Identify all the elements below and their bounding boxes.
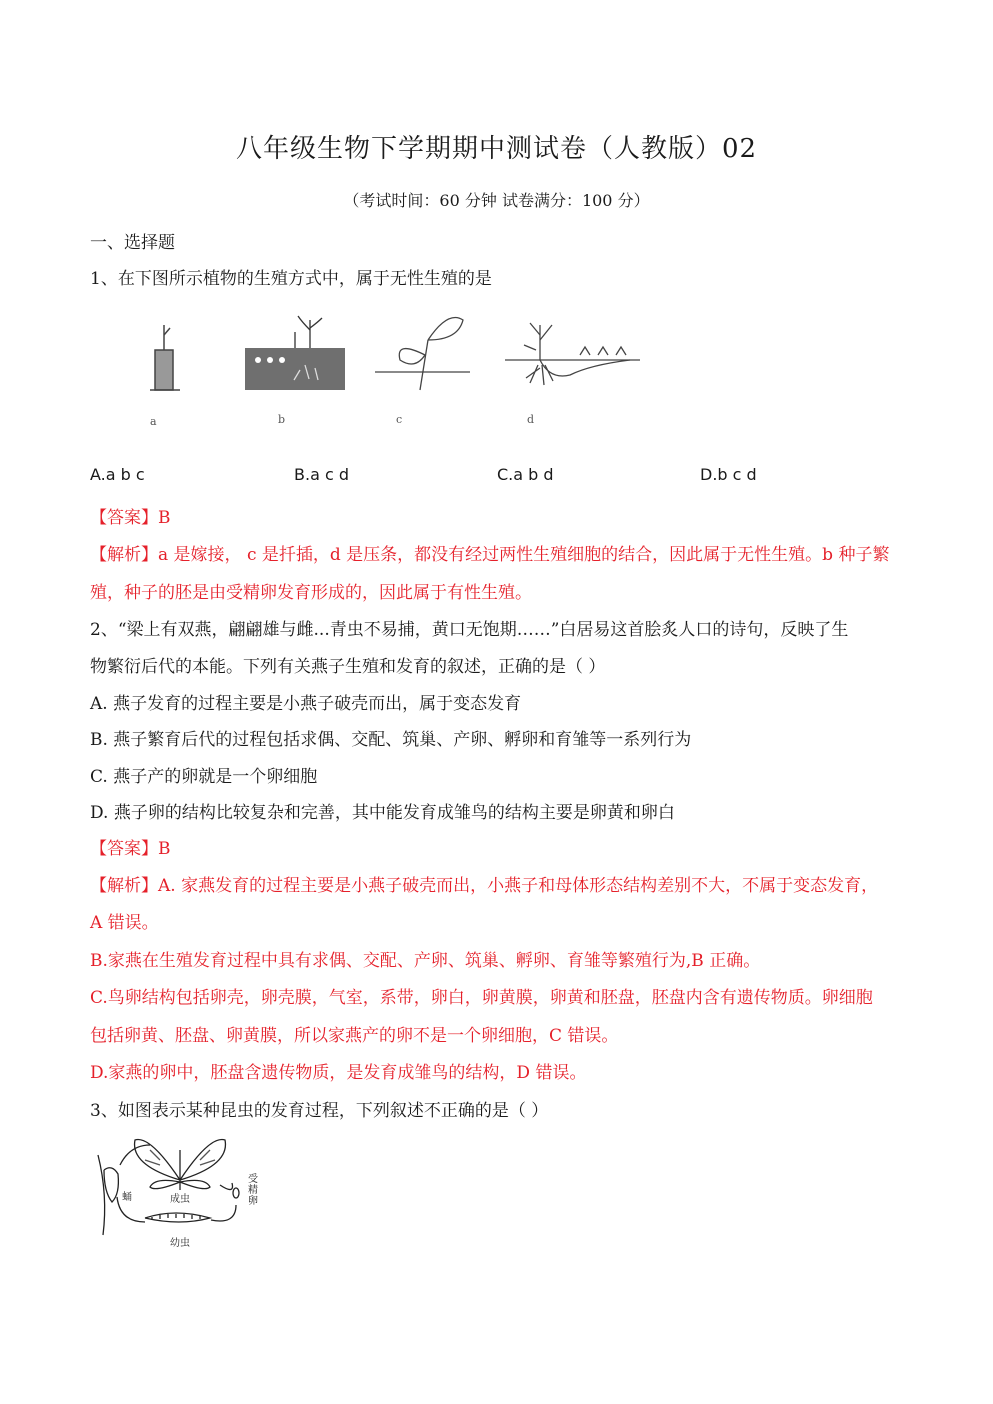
lifecycle-label-larva: 幼虫 — [170, 1238, 190, 1249]
q1-analysis-line: 殖，种子的胚是由受精卵发育形成的，因此属于有性生殖。 — [90, 583, 532, 603]
q1-option-b: B.a c d — [294, 465, 349, 484]
lifecycle-label-egg: 受精卵 — [248, 1174, 258, 1207]
q1-analysis-line: 【解析】a 是嫁接， c 是扦插，d 是压条，都没有经过两性生殖细胞的结合，因此属于无性生殖。b 种子繁 — [90, 545, 890, 565]
figure-label-d: d — [527, 413, 535, 426]
q1-option-c: C.a b d — [497, 465, 554, 484]
q2-analysis-line: A 错误。 — [90, 913, 159, 933]
figure-label-a: a — [150, 415, 157, 428]
q2-analysis-line: 包括卵黄、胚盘、卵黄膜，所以家燕产的卵不是一个卵细胞，C 错误。 — [90, 1026, 619, 1046]
q3-stem: 3、如图表示某种昆虫的发育过程，下列叙述不正确的是（ ） — [90, 1101, 549, 1121]
q2-stem-line: 2、“梁上有双燕，翩翩雄与雌...青虫不易捕，黄口无饱期……”白居易这首脍炙人口的诗句，反映了生 — [90, 620, 849, 640]
q2-analysis-line: B.家燕在生殖发育过程中具有求偶、交配、产卵、筑巢、孵卵、育雏等繁殖行为,B 正确。 — [90, 951, 761, 971]
q2-stem-line: 物繁衍后代的本能。下列有关燕子生殖和发育的叙述，正确的是（ ） — [90, 657, 606, 677]
q2-option-a: A. 燕子发育的过程主要是小燕子破壳而出，属于变态发育 — [90, 694, 522, 714]
q2-answer: 【答案】B — [90, 839, 171, 859]
q2-analysis-line: D.家燕的卵中，胚盘含遗传物质，是发育成雏鸟的结构，D 错误。 — [90, 1063, 587, 1083]
lifecycle-label-pupa: 蛹 — [122, 1192, 132, 1203]
exam-info: （考试时间：60 分钟 试卷满分：100 分） — [343, 191, 650, 210]
page-title: 八年级生物下学期期中测试卷（人教版）02 — [235, 134, 758, 164]
q2-analysis-line: 【解析】A. 家燕发育的过程主要是小燕子破壳而出，小燕子和母体形态结构差别不大，不属于变态发育， — [90, 876, 879, 896]
q1-option-d: D.b c d — [700, 465, 757, 484]
figure-label-b: b — [278, 413, 286, 426]
q1-figure — [140, 310, 660, 440]
section-heading: 一、选择题 — [90, 233, 175, 253]
figure-label-c: c — [396, 413, 403, 426]
q2-analysis-line: C.鸟卵结构包括卵壳，卵壳膜，气室，系带，卵白，卵黄膜，卵黄和胚盘，胚盘内含有遗传物质。卵细胞 — [90, 988, 873, 1008]
q3-figure — [90, 1130, 280, 1250]
lifecycle-label-adult: 成虫 — [170, 1194, 190, 1205]
q1-stem: 1、在下图所示植物的生殖方式中，属于无性生殖的是 — [90, 269, 492, 289]
q2-option-d: D. 燕子卵的结构比较复杂和完善，其中能发育成雏鸟的结构主要是卵黄和卵白 — [90, 803, 675, 823]
q2-option-c: C. 燕子产的卵就是一个卵细胞 — [90, 767, 318, 787]
q2-option-b: B. 燕子繁育后代的过程包括求偶、交配、筑巢、产卵、孵卵和育雏等一系列行为 — [90, 730, 692, 750]
q1-option-a: A.a b c — [90, 465, 145, 484]
q1-answer: 【答案】B — [90, 508, 171, 528]
